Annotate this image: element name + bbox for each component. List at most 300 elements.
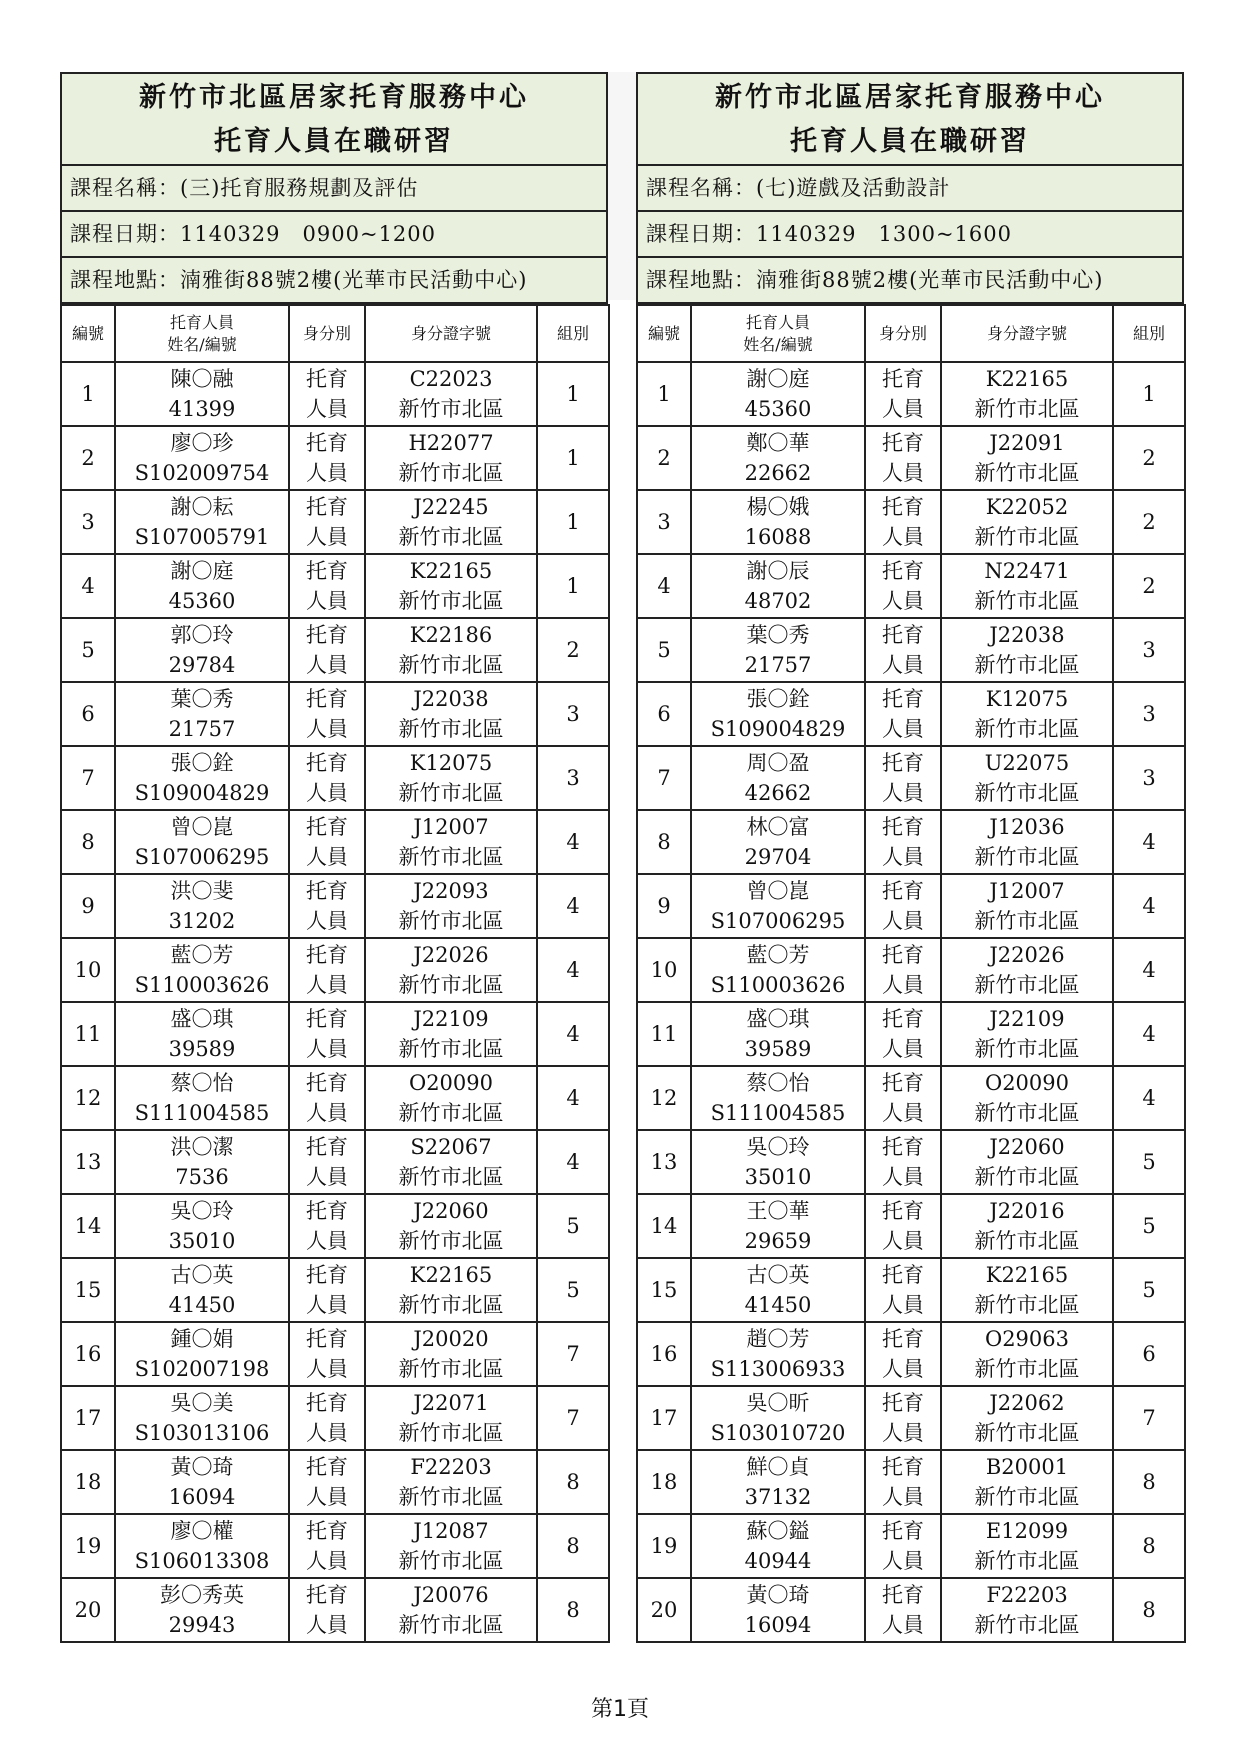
id-region: 新竹市北區 <box>974 1549 1080 1573</box>
id-cell <box>365 682 537 746</box>
group-cell: 7 <box>1113 1386 1185 1450</box>
caregiver-cell <box>691 1578 865 1642</box>
id-region: 新竹市北區 <box>398 525 504 549</box>
role-cell <box>865 1194 941 1258</box>
table-row <box>61 1514 609 1578</box>
table-row <box>61 874 609 938</box>
caregiver-code: S109004829 <box>710 717 846 741</box>
caregiver-cell <box>115 1514 289 1578</box>
role-cell <box>289 682 365 746</box>
role-line1: 托育 <box>306 1583 348 1607</box>
caregiver-code: 31202 <box>168 909 236 933</box>
group-cell: 3 <box>1113 746 1185 810</box>
group-cell: 3 <box>537 746 609 810</box>
table-row <box>61 1386 609 1450</box>
id-region: 新竹市北區 <box>974 973 1080 997</box>
id-region: 新竹市北區 <box>398 1229 504 1253</box>
col-name <box>691 305 865 362</box>
role-line1: 托育 <box>306 879 348 903</box>
id-number: O20090 <box>408 1071 494 1095</box>
caregiver-cell <box>691 1194 865 1258</box>
sheet-gap <box>608 72 636 300</box>
id-number: C22023 <box>409 367 493 391</box>
table-row <box>637 1002 1185 1066</box>
role-line1: 托育 <box>306 431 348 455</box>
role-cell <box>289 490 365 554</box>
caregiver-name: 林〇富 <box>746 815 810 839</box>
id-number: J12007 <box>989 879 1065 903</box>
caregiver-code: S109004829 <box>134 781 270 805</box>
role-cell <box>289 1194 365 1258</box>
role-line1: 托育 <box>882 1071 924 1095</box>
col-name <box>115 305 289 362</box>
id-cell <box>365 874 537 938</box>
id-cell <box>941 426 1113 490</box>
id-region: 新竹市北區 <box>974 717 1080 741</box>
caregiver-code: 21757 <box>168 717 236 741</box>
role-line1: 托育 <box>882 495 924 519</box>
caregiver-cell <box>691 554 865 618</box>
id-number: J22060 <box>989 1135 1065 1159</box>
role-line2: 人員 <box>306 1165 348 1189</box>
id-number: F22203 <box>986 1583 1068 1607</box>
caregiver-cell <box>115 1066 289 1130</box>
caregiver-name: 吳〇玲 <box>170 1199 234 1223</box>
caregiver-code: 22662 <box>744 461 812 485</box>
table-row <box>61 1258 609 1322</box>
role-cell <box>865 554 941 618</box>
caregiver-cell <box>115 618 289 682</box>
id-region: 新竹市北區 <box>398 653 504 677</box>
role-cell <box>865 682 941 746</box>
row-number: 6 <box>61 682 115 746</box>
caregiver-name: 葉〇秀 <box>170 687 234 711</box>
role-line2: 人員 <box>882 1549 924 1573</box>
role-line2: 人員 <box>882 653 924 677</box>
id-number: H22077 <box>408 431 494 455</box>
id-number: K22165 <box>985 1263 1069 1287</box>
id-cell <box>941 1194 1113 1258</box>
caregiver-code: 35010 <box>744 1165 812 1189</box>
caregiver-name: 吳〇美 <box>170 1391 234 1415</box>
role-line1: 托育 <box>306 1071 348 1095</box>
id-region: 新竹市北區 <box>974 1357 1080 1381</box>
role-line1: 托育 <box>306 1391 348 1415</box>
role-cell <box>289 1130 365 1194</box>
row-number: 9 <box>61 874 115 938</box>
right-table <box>636 304 1186 1643</box>
row-number: 8 <box>637 810 691 874</box>
id-cell <box>365 1066 537 1130</box>
role-line2: 人員 <box>306 973 348 997</box>
caregiver-code: 29943 <box>168 1613 236 1637</box>
row-number: 1 <box>637 362 691 426</box>
id-number: J22038 <box>989 623 1065 647</box>
id-cell <box>365 1386 537 1450</box>
caregiver-name: 古〇英 <box>170 1263 234 1287</box>
caregiver-name: 鮮〇貞 <box>746 1455 810 1479</box>
table-row <box>61 1130 609 1194</box>
group-cell: 6 <box>1113 1322 1185 1386</box>
id-number: J22060 <box>413 1199 489 1223</box>
role-line2: 人員 <box>306 845 348 869</box>
id-region: 新竹市北區 <box>398 1165 504 1189</box>
id-region: 新竹市北區 <box>974 1101 1080 1125</box>
caregiver-code: 41399 <box>168 397 236 421</box>
row-number: 3 <box>61 490 115 554</box>
role-line1: 托育 <box>882 1327 924 1351</box>
id-cell <box>941 746 1113 810</box>
caregiver-code: S107006295 <box>710 909 846 933</box>
id-region: 新竹市北區 <box>398 1421 504 1445</box>
row-number: 2 <box>637 426 691 490</box>
id-region: 新竹市北區 <box>398 1037 504 1061</box>
role-cell <box>289 810 365 874</box>
caregiver-cell <box>115 1002 289 1066</box>
id-region: 新竹市北區 <box>974 525 1080 549</box>
role-line2: 人員 <box>882 845 924 869</box>
role-line2: 人員 <box>306 1101 348 1125</box>
table-row <box>61 1450 609 1514</box>
caregiver-cell <box>115 1130 289 1194</box>
col-name-line1: 托育人員 <box>169 312 234 332</box>
row-number: 6 <box>637 682 691 746</box>
caregiver-name: 謝〇辰 <box>746 559 810 583</box>
role-line2: 人員 <box>882 781 924 805</box>
role-line1: 托育 <box>306 1455 348 1479</box>
col-group: 組別 <box>1113 305 1185 362</box>
role-cell <box>865 362 941 426</box>
role-line1: 托育 <box>306 687 348 711</box>
role-line1: 托育 <box>882 1519 924 1543</box>
left-course-name: 課程名稱：(三)托育服務規劃及評估 <box>62 166 606 212</box>
row-number: 8 <box>61 810 115 874</box>
caregiver-code: 7536 <box>175 1165 229 1189</box>
table-row <box>637 1386 1185 1450</box>
row-number: 18 <box>637 1450 691 1514</box>
role-line1: 托育 <box>882 1455 924 1479</box>
id-cell <box>365 554 537 618</box>
id-number: K22165 <box>409 1263 493 1287</box>
caregiver-cell <box>115 490 289 554</box>
caregiver-cell <box>115 1578 289 1642</box>
role-cell <box>865 490 941 554</box>
id-cell <box>365 426 537 490</box>
caregiver-name: 張〇銓 <box>746 687 810 711</box>
id-region: 新竹市北區 <box>974 845 1080 869</box>
left-header <box>60 72 608 304</box>
table-row <box>637 874 1185 938</box>
table-row <box>61 426 609 490</box>
id-number: K22186 <box>409 623 493 647</box>
role-line1: 托育 <box>306 559 348 583</box>
caregiver-code: 39589 <box>168 1037 236 1061</box>
caregiver-cell <box>115 1386 289 1450</box>
id-region: 新竹市北區 <box>974 1421 1080 1445</box>
role-cell <box>865 746 941 810</box>
table-row <box>61 362 609 426</box>
role-line1: 托育 <box>882 1583 924 1607</box>
row-number: 10 <box>61 938 115 1002</box>
id-region: 新竹市北區 <box>974 1165 1080 1189</box>
id-number: J22093 <box>413 879 489 903</box>
id-region: 新竹市北區 <box>974 1485 1080 1509</box>
caregiver-cell <box>115 810 289 874</box>
table-row <box>61 1066 609 1130</box>
table-row <box>61 938 609 1002</box>
row-number: 5 <box>61 618 115 682</box>
role-line2: 人員 <box>306 1229 348 1253</box>
col-id: 身分證字號 <box>941 305 1113 362</box>
id-number: J22062 <box>989 1391 1065 1415</box>
id-region: 新竹市北區 <box>398 1357 504 1381</box>
role-cell <box>865 1578 941 1642</box>
table-row <box>637 426 1185 490</box>
role-line2: 人員 <box>306 397 348 421</box>
id-region: 新竹市北區 <box>974 397 1080 421</box>
role-line2: 人員 <box>882 525 924 549</box>
id-region: 新竹市北區 <box>974 781 1080 805</box>
caregiver-cell <box>691 1002 865 1066</box>
table-row <box>637 618 1185 682</box>
role-line1: 托育 <box>882 815 924 839</box>
role-line2: 人員 <box>882 1101 924 1125</box>
role-line2: 人員 <box>306 1037 348 1061</box>
role-cell <box>865 426 941 490</box>
id-number: J12007 <box>413 815 489 839</box>
role-line2: 人員 <box>306 653 348 677</box>
row-number: 14 <box>61 1194 115 1258</box>
role-line1: 托育 <box>306 815 348 839</box>
role-line2: 人員 <box>882 717 924 741</box>
caregiver-code: 16094 <box>168 1485 236 1509</box>
role-line1: 托育 <box>882 1199 924 1223</box>
row-number: 15 <box>61 1258 115 1322</box>
caregiver-cell <box>691 938 865 1002</box>
id-region: 新竹市北區 <box>398 909 504 933</box>
caregiver-code: 35010 <box>168 1229 236 1253</box>
caregiver-name: 廖〇權 <box>170 1519 234 1543</box>
right-table-header <box>637 305 1185 362</box>
caregiver-name: 謝〇庭 <box>170 559 234 583</box>
caregiver-name: 楊〇娥 <box>746 495 810 519</box>
caregiver-cell <box>115 554 289 618</box>
id-number: J22038 <box>413 687 489 711</box>
role-cell <box>865 1386 941 1450</box>
caregiver-name: 盛〇琪 <box>170 1007 234 1031</box>
caregiver-name: 趙〇芳 <box>746 1327 810 1351</box>
caregiver-cell <box>115 938 289 1002</box>
caregiver-code: 41450 <box>168 1293 236 1317</box>
id-cell <box>365 490 537 554</box>
role-line1: 托育 <box>882 1007 924 1031</box>
caregiver-cell <box>691 682 865 746</box>
id-cell <box>365 1322 537 1386</box>
group-cell: 8 <box>1113 1578 1185 1642</box>
role-cell <box>865 1450 941 1514</box>
group-cell: 4 <box>1113 1002 1185 1066</box>
group-cell: 4 <box>537 938 609 1002</box>
role-cell <box>289 1066 365 1130</box>
id-cell <box>941 682 1113 746</box>
row-number: 19 <box>637 1514 691 1578</box>
role-line2: 人員 <box>882 397 924 421</box>
role-line1: 托育 <box>882 879 924 903</box>
role-line1: 托育 <box>306 367 348 391</box>
id-region: 新竹市北區 <box>398 397 504 421</box>
role-line1: 托育 <box>882 687 924 711</box>
role-line1: 托育 <box>306 943 348 967</box>
caregiver-name: 廖〇珍 <box>170 431 234 455</box>
table-row <box>637 810 1185 874</box>
role-line2: 人員 <box>882 1165 924 1189</box>
role-cell <box>865 874 941 938</box>
table-row <box>637 1130 1185 1194</box>
caregiver-name: 鍾〇娟 <box>170 1327 234 1351</box>
col-name-line2: 姓名/編號 <box>743 334 813 354</box>
caregiver-code: 29784 <box>168 653 236 677</box>
caregiver-cell <box>115 746 289 810</box>
group-cell: 4 <box>537 1066 609 1130</box>
id-cell <box>941 1322 1113 1386</box>
group-cell: 1 <box>537 426 609 490</box>
left-title <box>62 74 606 166</box>
group-cell: 3 <box>1113 618 1185 682</box>
col-name-line1: 托育人員 <box>745 312 810 332</box>
id-number: E12099 <box>985 1519 1069 1543</box>
row-number: 17 <box>637 1386 691 1450</box>
role-cell <box>865 1002 941 1066</box>
id-cell <box>941 618 1113 682</box>
caregiver-name: 王〇華 <box>746 1199 810 1223</box>
caregiver-cell <box>691 362 865 426</box>
right-title-line2: 托育人員在職研習 <box>790 126 1030 157</box>
id-cell <box>941 554 1113 618</box>
row-number: 11 <box>61 1002 115 1066</box>
caregiver-cell <box>115 1322 289 1386</box>
id-region: 新竹市北區 <box>974 1037 1080 1061</box>
group-cell: 7 <box>537 1322 609 1386</box>
id-number: K22165 <box>985 367 1069 391</box>
role-line1: 托育 <box>882 943 924 967</box>
id-number: K12075 <box>409 751 493 775</box>
table-row <box>637 1514 1185 1578</box>
caregiver-code: S107006295 <box>134 845 270 869</box>
id-number: K12075 <box>985 687 1069 711</box>
table-row <box>637 746 1185 810</box>
group-cell: 2 <box>1113 554 1185 618</box>
role-line2: 人員 <box>882 461 924 485</box>
caregiver-code: S111004585 <box>710 1101 846 1125</box>
id-cell <box>941 362 1113 426</box>
group-cell: 2 <box>1113 490 1185 554</box>
group-cell: 5 <box>537 1194 609 1258</box>
id-cell <box>365 1578 537 1642</box>
role-line1: 托育 <box>882 559 924 583</box>
id-cell <box>365 1450 537 1514</box>
caregiver-name: 蔡〇怡 <box>746 1071 810 1095</box>
group-cell: 8 <box>1113 1450 1185 1514</box>
table-row <box>637 1258 1185 1322</box>
row-number: 15 <box>637 1258 691 1322</box>
caregiver-cell <box>691 1450 865 1514</box>
caregiver-cell <box>115 1194 289 1258</box>
caregiver-name: 曾〇崑 <box>746 879 810 903</box>
role-cell <box>289 746 365 810</box>
caregiver-name: 吳〇玲 <box>746 1135 810 1159</box>
caregiver-code: S103010720 <box>710 1421 846 1445</box>
role-line2: 人員 <box>306 461 348 485</box>
group-cell: 7 <box>537 1386 609 1450</box>
group-cell: 5 <box>537 1258 609 1322</box>
caregiver-code: 41450 <box>744 1293 812 1317</box>
caregiver-code: S111004585 <box>134 1101 270 1125</box>
caregiver-code: 16088 <box>744 525 812 549</box>
row-number: 20 <box>61 1578 115 1642</box>
id-region: 新竹市北區 <box>398 1485 504 1509</box>
caregiver-code: S113006933 <box>710 1357 846 1381</box>
id-number: J22109 <box>989 1007 1065 1031</box>
id-number: O20090 <box>984 1071 1070 1095</box>
table-row <box>61 810 609 874</box>
row-number: 18 <box>61 1450 115 1514</box>
row-number: 9 <box>637 874 691 938</box>
caregiver-name: 鄭〇華 <box>746 431 810 455</box>
group-cell: 1 <box>537 362 609 426</box>
caregiver-name: 謝〇庭 <box>746 367 810 391</box>
row-number: 16 <box>637 1322 691 1386</box>
table-row <box>637 682 1185 746</box>
id-cell <box>365 1194 537 1258</box>
col-name-line2: 姓名/編號 <box>167 334 237 354</box>
id-region: 新竹市北區 <box>398 1101 504 1125</box>
role-cell <box>289 1450 365 1514</box>
role-line1: 托育 <box>306 1135 348 1159</box>
right-course-location: 課程地點：湳雅街88號2樓(光華市民活動中心) <box>638 258 1182 304</box>
left-title-line1: 新竹市北區居家托育服務中心 <box>139 82 529 113</box>
group-cell: 1 <box>537 554 609 618</box>
role-cell <box>865 618 941 682</box>
id-number: J12036 <box>989 815 1065 839</box>
role-line1: 托育 <box>882 431 924 455</box>
group-cell: 8 <box>1113 1514 1185 1578</box>
group-cell: 8 <box>537 1514 609 1578</box>
id-number: O29063 <box>984 1327 1070 1351</box>
role-cell <box>289 362 365 426</box>
caregiver-name: 蔡〇怡 <box>170 1071 234 1095</box>
caregiver-code: S107005791 <box>134 525 270 549</box>
id-cell <box>941 1450 1113 1514</box>
caregiver-cell <box>691 874 865 938</box>
role-line1: 托育 <box>306 1199 348 1223</box>
group-cell: 8 <box>537 1450 609 1514</box>
role-line2: 人員 <box>882 973 924 997</box>
caregiver-name: 葉〇秀 <box>746 623 810 647</box>
caregiver-code: 48702 <box>744 589 812 613</box>
id-region: 新竹市北區 <box>974 1613 1080 1637</box>
role-line2: 人員 <box>882 1613 924 1637</box>
row-number: 4 <box>61 554 115 618</box>
id-cell <box>365 1258 537 1322</box>
role-line1: 托育 <box>306 1519 348 1543</box>
table-row <box>637 938 1185 1002</box>
row-number: 7 <box>637 746 691 810</box>
col-num: 編號 <box>61 305 115 362</box>
role-line1: 托育 <box>882 623 924 647</box>
caregiver-cell <box>115 682 289 746</box>
caregiver-code: S102009754 <box>134 461 270 485</box>
row-number: 4 <box>637 554 691 618</box>
